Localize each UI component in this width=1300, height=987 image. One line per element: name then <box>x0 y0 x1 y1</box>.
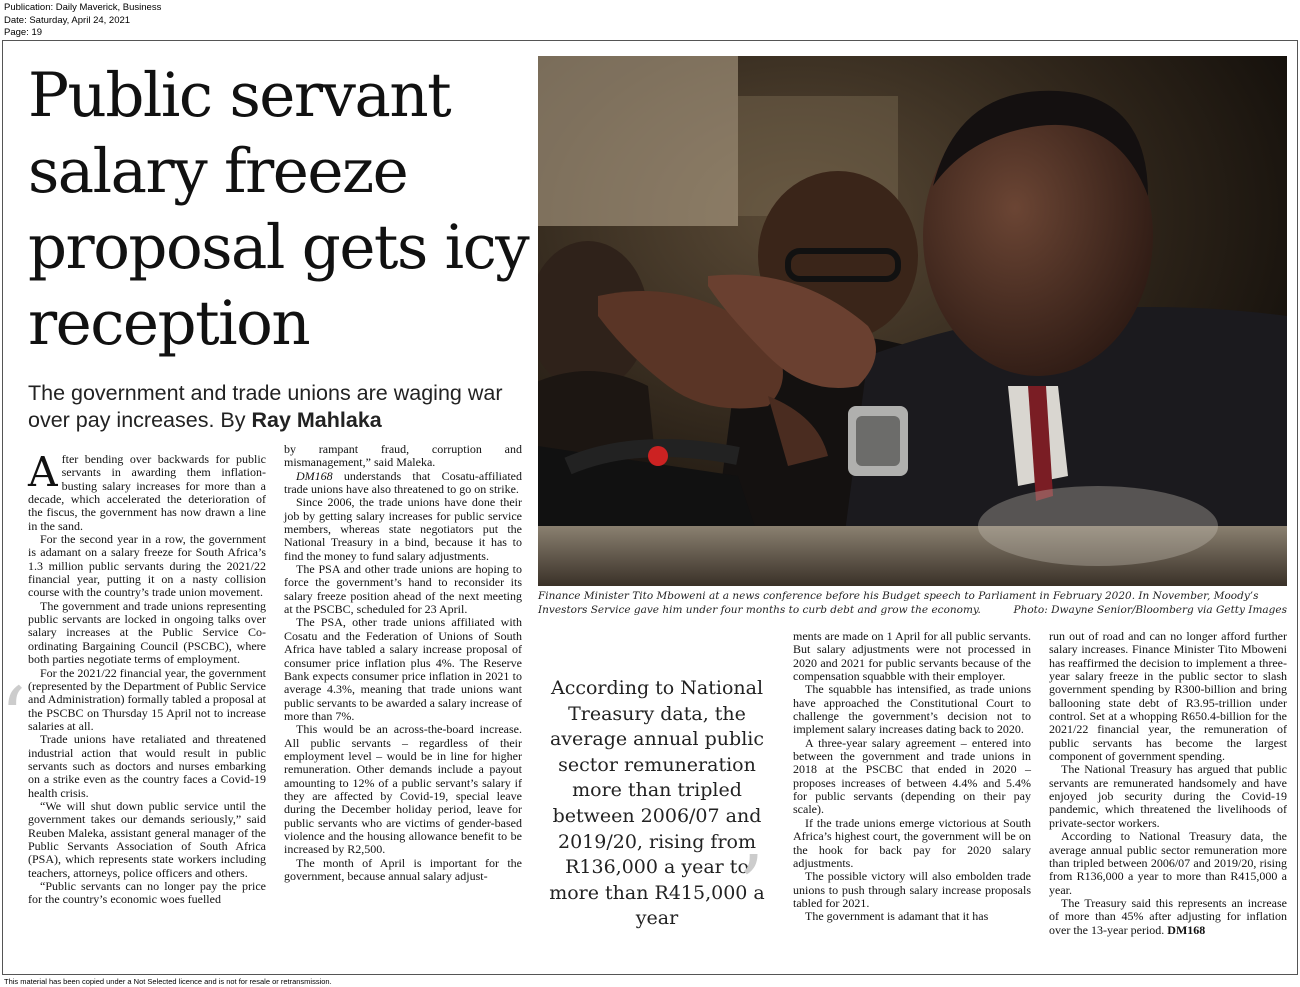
body-paragraph: “We will shut down public service until the government takes our demands seriously,” said Reuben Maleka, assistant general manager of the Public Servants Association of South Africa (PSA), which represents state workers including teachers, attorneys, police officers and others. <box>28 798 266 880</box>
body-paragraph: After bending over backwards for public servants in awarding them inflation-busting salary increases for more than a decade, which accelerated the deterioration of the fiscus, the government has now drawn a line in the sand. <box>28 448 266 533</box>
pull-quote-close-mark: ’ <box>738 839 765 934</box>
body-paragraph: Since 2006, the trade unions have done their job by getting salary increases for public service members, whereas state negotiators put the National Treasury in a bind, because it has to find the money to fund salary adjustments. <box>284 495 522 563</box>
caption-text: Finance Minister Tito Mboweni at a news conference before his Budget speech to Parliament in February 2020. In November, Moody’s Investors Service gave him under four months to curb debt and grow the economy. <box>538 590 1259 616</box>
body-column-2 <box>284 443 522 883</box>
body-column-1 <box>28 448 266 907</box>
body-paragraph: run out of road and can no longer afford further salary increases. Finance Minister Tito Mboweni has reaffirmed the decision to implement a three-year salary freeze in the public sector to slash government spending by R300-billion and bring ballooning state debt of R3.95-trillion under control. Set at a whopping R650.4-billion for the 2021/22 financial year, the remuneration of public servants has become the largest component of government spending. <box>1049 629 1287 764</box>
publication-date: Date: Saturday, April 24, 2021 <box>4 14 131 26</box>
standfirst-text: The government and trade unions are waging war over pay increases. By <box>28 381 503 432</box>
body-paragraph: The government and trade unions representing public servants are locked in ongoing talks over salary increases at the Public Service Co-ordinating Bargaining Council (PSCBC), where both parties negotiate terms of employment. <box>28 598 266 667</box>
photo-credit: Photo: Dwayne Senior/Bloomberg via Getty Images <box>1013 604 1287 616</box>
body-paragraph: For the 2021/22 financial year, the government (represented by the Department of Public Service and Administration) formally tabled a proposal at the PSCBC on Thursday 15 April not to increase salaries at all. <box>28 665 266 733</box>
headline: Public servant salary freeze proposal gets icy reception <box>28 60 529 359</box>
body-paragraph: Trade unions have retaliated and threatened industrial action that would result in public servants such as doctors and nurses embarking on a strike even as the country faces a Covid-19 health crisis. <box>28 732 266 800</box>
body-paragraph: ments are made on 1 April for all public servants. But salary adjustments were not processed in 2020 and 2021 for public servants because of the compensation squabble with their employer. <box>793 629 1031 684</box>
body-paragraph: The month of April is important for the government, because annual salary adjust- <box>284 855 522 883</box>
body-paragraph: DM168 understands that Cosatu-affiliated trade unions have also threatened to go on strike. <box>284 468 522 497</box>
body-paragraph: by rampant fraud, corruption and mismanagement,” said Maleka. <box>284 442 522 470</box>
body-paragraph: According to National Treasury data, the average annual public sector remuneration more than tripled between 2006/07 and 2019/20, rising from R136,000 a year to more than R415,000 a year. <box>1049 829 1287 897</box>
body-paragraph: The government is adamant that it has <box>805 909 989 924</box>
page-number: Page: 19 <box>4 27 43 38</box>
body-paragraph: If the trade unions emerge victorious at South Africa’s highest court, the government will be on the hook for back pay for 2020 salary adjustments. <box>793 815 1031 870</box>
photo-illustration <box>538 56 1287 586</box>
pull-quote-open-mark: ‘ <box>0 671 27 766</box>
standfirst <box>28 380 533 434</box>
publication-name: Publication: Daily Maverick, Business <box>4 2 162 13</box>
pull-quote-text: According to National Treasury data, the average annual public sector remuneration more than tripled between 2006/07 and 2019/20, rising from R136,000 a year to more than R415,000 a year <box>549 677 765 930</box>
body-paragraph: A three-year salary agreement – entered into between the government and trade unions in 2018 at the PSCBC that ended in 2020 – proposes increases of between 4.4% and 5.4% for public servants (depending on their pay scale). <box>793 735 1031 817</box>
body-paragraph: For the second year in a row, the government is adamant on a salary freeze for South Africa’s 1.3 million public servants during the 2021/22 financial year, putting it on a nasty collision course with the country’s trade union movement. <box>28 532 266 600</box>
body-paragraph: The squabble has intensified, as trade unions have approached the Constitutional Court to challenge the government’s decision not to implement salary increases dating back to 2020. <box>793 682 1031 737</box>
article-photo <box>538 56 1287 586</box>
licence-notice: This material has been copied under a Not Selected licence and is not for resale or retransmission. <box>4 977 332 986</box>
body-column-4 <box>1049 630 1287 937</box>
body-column-3 <box>793 630 1031 924</box>
body-paragraph: The Treasury said this represents an increase of more than 45% after adjusting for inflation over the 13-year period. DM168 <box>1049 895 1287 937</box>
byline-author: Ray Mahlaka <box>251 408 382 432</box>
publication-meta <box>4 2 161 40</box>
body-paragraph: The PSA and other trade unions are hoping to force the government’s hand to reconsider its salary freeze position ahead of the next meeting at the PSCBC, scheduled for 23 April. <box>284 562 522 617</box>
photo-caption <box>538 589 1287 617</box>
body-paragraph: This would be an across-the-board increase. All public servants – regardless of their employment level – would be in line for higher remuneration. Other demands include a payout amounting to 12% of a public servant’s salary if they are affected by Covid-19, special leave during the December holiday period, leave for public servants who are victims of gender-based violence and the housing allowance benefit to be increased by R2,500. <box>284 722 522 857</box>
body-paragraph: The National Treasury has argued that public servants are remunerated handsomely and have enjoyed job security during the Covid-19 pandemic, which threatened the livelihoods of private-sector workers. <box>1049 762 1287 830</box>
drop-cap: A <box>28 448 58 496</box>
body-paragraph: The possible victory will also embolden trade unions to push through salary increase proposals tabled for 2021. <box>793 869 1031 910</box>
body-paragraph: The PSA, other trade unions affiliated with Cosatu and the Federation of Unions of South Africa have tabled a salary increase proposal of consumer price inflation plus 4%. The Reserve Bank expects consumer price inflation in 2021 to average 4.3%, meaning that trade unions want public servants to be awarded a salary increase of more than 7%. <box>284 615 522 723</box>
signoff: DM168 <box>1167 922 1206 937</box>
body-paragraph: “Public servants can no longer pay the price for the country’s economic woes fuelled <box>28 879 266 907</box>
